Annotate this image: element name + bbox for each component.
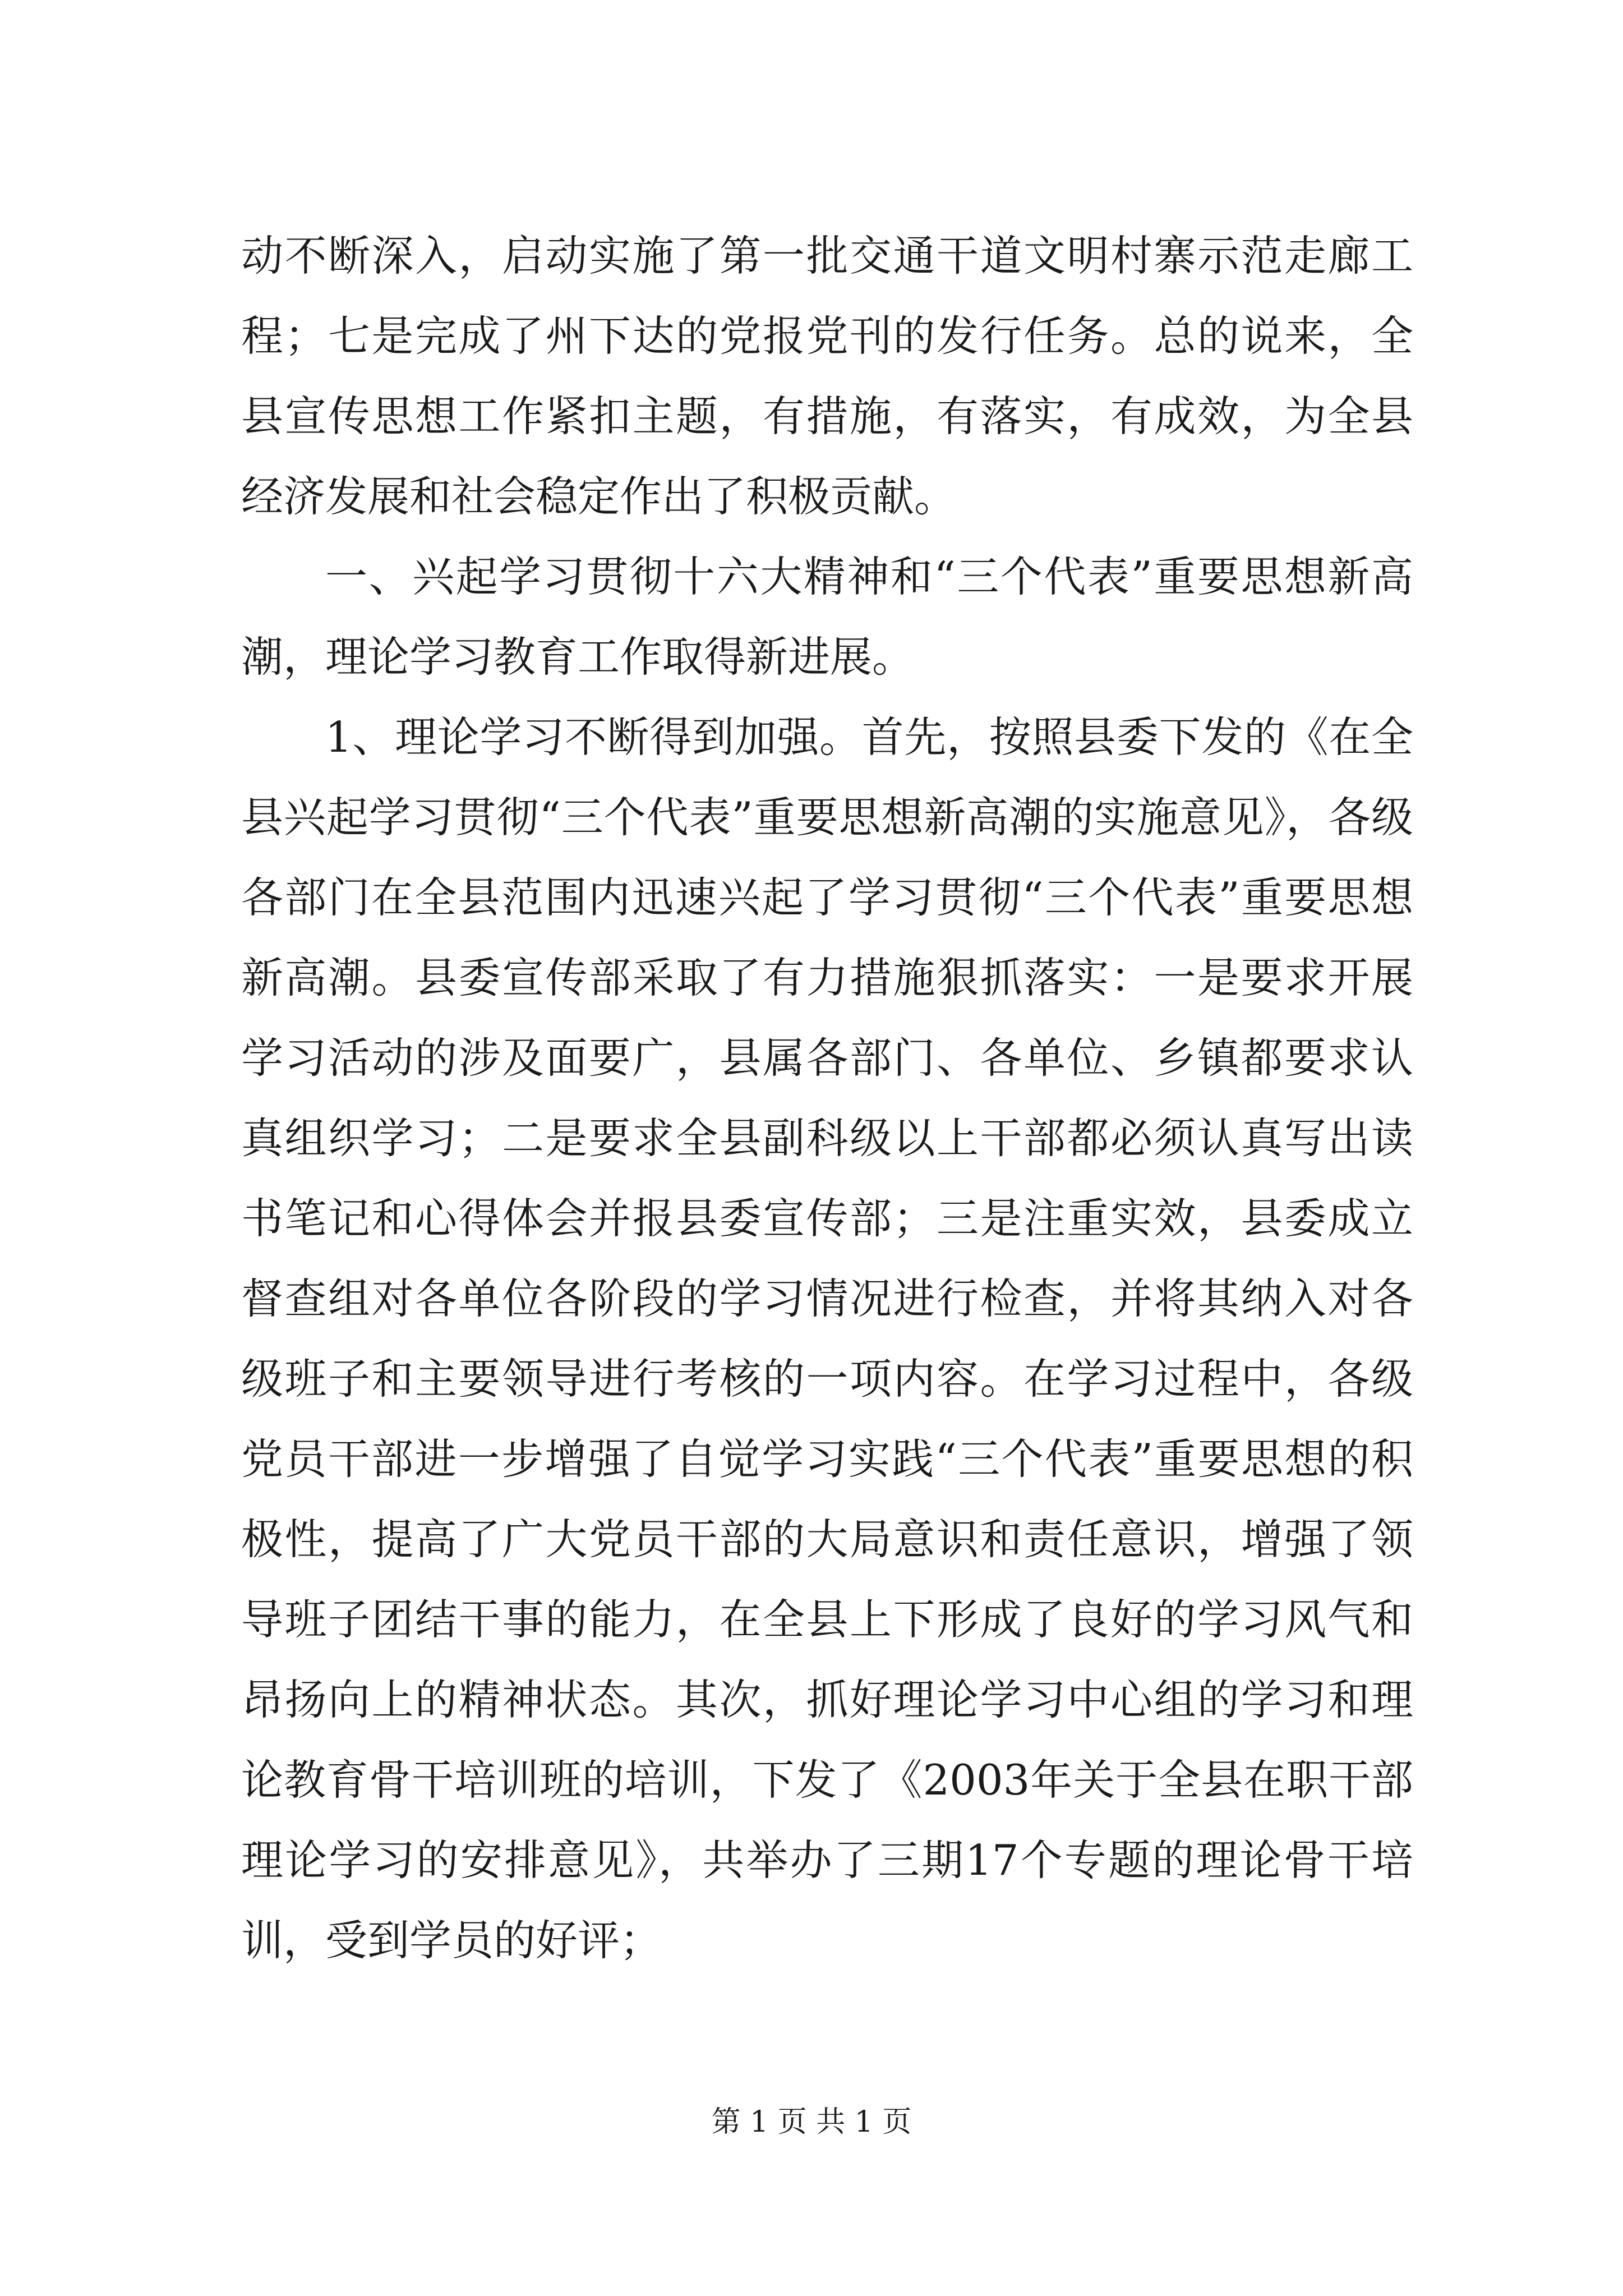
paragraph-2-heading: 一、兴起学习贯彻十六大精神和“三个代表”重要思想新高潮，理论学习教育工作取得新进展。 [241, 552, 1413, 682]
paragraph-3: 1、理论学习不断得到加强。首先，按照县委下发的《在全县兴起学习贯彻“三个代表”重要思想新高潮的实施意见》，各级各部门在全县范围内迅速兴起了学习贯彻“三个代表”重要思想新高潮。县委宣传部采取了有力措施狠抓落实：一是要求开展学习活动的涉及面要广，县属各部门、各单位、乡镇都要求认真组织学习；二是要求全县副科级以上干部都必须认真写出读书笔记和心得体会并报县委宣传部；三是注重实效，县委成立督查组对各单位各阶段的学习情况进行检查，并将其纳入对各级班子和主要领导进行考核的一项内容。在学习过程中，各级党员干部进一步增强了自觉学习实践“三个代表”重要思想的积极性，提高了广大党员干部的大局意识和责任意识，增强了领导班子团结干事的能力，在全县上下形成了良好的学习风气和昂扬向上的精神状态。其次，抓好理论学习中心组的学习和理论教育骨干培训班的培训，下发了《2003年关于全县在职干部理论学习的安排意见》，共举办了三期17个专题的理论骨干培训，受到学员的好评； [241, 712, 1413, 1965]
paragraph-1: 动不断深入，启动实施了第一批交通干道文明村寨示范走廊工程；七是完成了州下达的党报党刊的发行任务。总的说来，全县宣传思想工作紧扣主题，有措施，有落实，有成效，为全县经济发展和社会稳定作出了积极贡献。 [241, 231, 1413, 521]
page-footer: 第 1 页 共 1 页 [711, 2105, 912, 2139]
document-body [241, 216, 1413, 1981]
